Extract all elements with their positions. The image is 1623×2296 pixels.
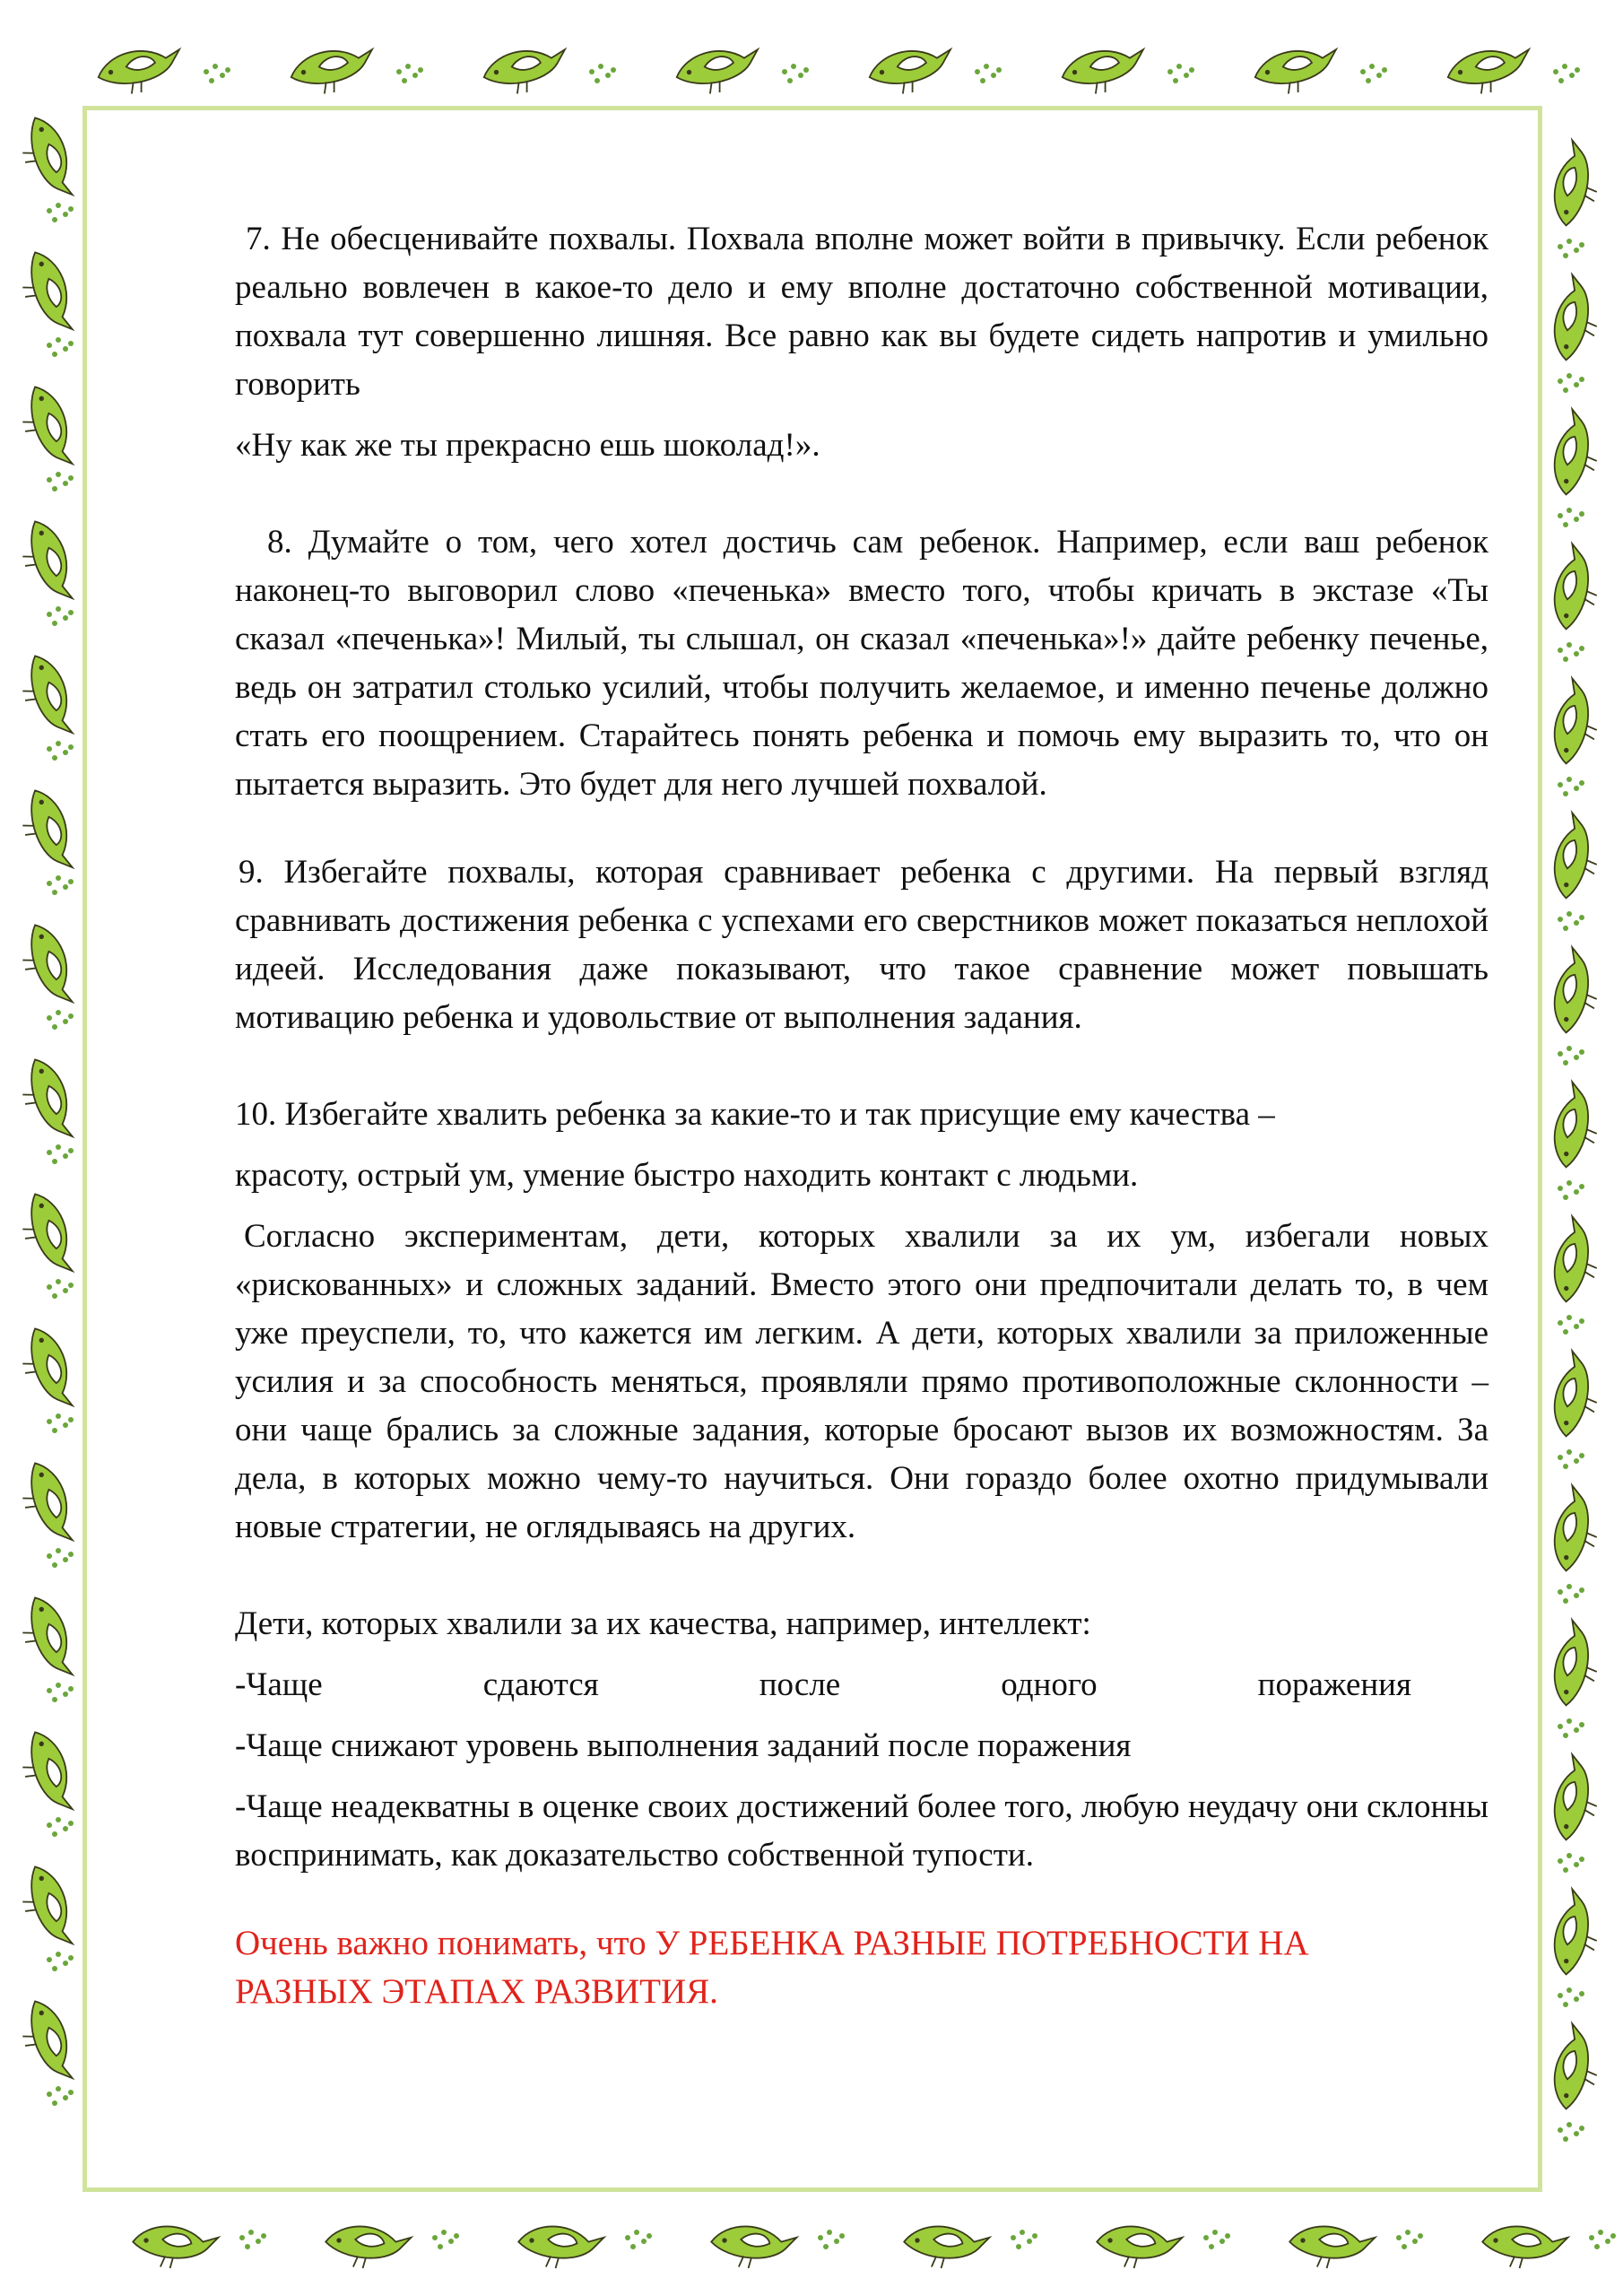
dot-ornament-icon (438, 2244, 443, 2249)
dot-ornament-icon (1563, 2002, 1568, 2007)
dot-ornament-icon (1567, 777, 1572, 782)
dot-ornament-icon (1563, 1733, 1568, 1738)
summary-item-1-word: одного (1001, 1666, 1098, 1703)
bird-ornament-icon (96, 45, 185, 98)
dot-ornament-icon (1574, 517, 1579, 522)
dot-ornament-icon (1574, 1324, 1579, 1329)
dot-ornament-icon (52, 890, 57, 895)
dot-ornament-icon (1579, 1453, 1584, 1458)
bird-ornament-icon (14, 1996, 76, 2088)
dot-ornament-icon (625, 2235, 630, 2240)
dot-ornament-icon (63, 1288, 68, 1293)
dot-ornament-icon (52, 217, 57, 222)
dot-ornament-icon (52, 1697, 57, 1702)
dot-ornament-icon (63, 1961, 68, 1966)
summary-item-1-word: сдаются (482, 1666, 599, 1703)
dot-ornament-icon (56, 203, 61, 208)
bird-ornament-icon (14, 651, 76, 743)
dot-ornament-icon (52, 1293, 57, 1299)
bird-ornament-icon (1253, 45, 1341, 98)
bird-ornament-icon (14, 1324, 76, 1415)
dot-ornament-icon (1579, 1857, 1584, 1862)
dot-ornament-icon (1574, 1996, 1579, 2002)
dot-ornament-icon (47, 2092, 52, 2097)
dot-ornament-icon (47, 1150, 52, 1155)
dot-ornament-icon (47, 746, 52, 752)
dot-ornament-icon (47, 612, 52, 617)
dot-ornament-icon (68, 1955, 74, 1961)
dot-ornament-icon (204, 69, 209, 74)
paragraph-9: 9. Избегайте похвалы, которая сравнивает ребенка с другими. На первый взгляд сравнивать достижения ребенка с успехами его сверстников может показаться неплохой идеей. Исследования даже показывают, что такое сравнение может повышать мотивацию ребенка и удовольствие от выполнения задания. (235, 854, 1488, 1036)
dot-ornament-icon (68, 879, 74, 884)
dot-ornament-icon (647, 2233, 652, 2239)
dot-ornament-icon (56, 741, 61, 746)
dot-ornament-icon (1558, 917, 1563, 922)
dot-ornament-icon (1219, 2239, 1225, 2244)
bird-ornament-icon (1060, 45, 1149, 98)
dot-ornament-icon (68, 1417, 74, 1422)
dot-ornament-icon (56, 2086, 61, 2092)
dot-ornament-icon (1574, 1593, 1579, 1598)
dot-ornament-icon (1558, 1320, 1563, 1326)
dot-ornament-icon (47, 208, 52, 213)
dot-ornament-icon (1402, 2244, 1407, 2249)
dot-ornament-icon (1567, 642, 1572, 648)
summary-item-1-word: после (759, 1666, 841, 1703)
dot-ornament-icon (1567, 373, 1572, 378)
dot-ornament-icon (52, 621, 57, 626)
bird-ornament-icon (289, 45, 378, 98)
dot-ornament-icon (1563, 1867, 1568, 1873)
dot-ornament-icon (52, 352, 57, 357)
dot-ornament-icon (839, 2233, 845, 2239)
summary-intro: Дети, которых хвалили за их качества, например, интеллект: (235, 1605, 1091, 1642)
dot-ornament-icon (1579, 2126, 1584, 2131)
dot-ornament-icon (448, 2239, 454, 2244)
dot-ornament-icon (1579, 242, 1584, 248)
bird-ornament-icon (14, 1727, 76, 1819)
dot-ornament-icon (1184, 73, 1189, 78)
bird-ornament-icon (14, 920, 76, 1012)
bird-ornament-icon (1287, 2222, 1376, 2274)
dot-ornament-icon (1567, 1449, 1572, 1455)
bird-ornament-icon (1546, 1619, 1608, 1710)
dot-ornament-icon (803, 67, 809, 73)
dot-ornament-icon (209, 78, 214, 83)
dot-ornament-icon (432, 2235, 438, 2240)
dot-ornament-icon (1209, 2244, 1214, 2249)
dot-ornament-icon (405, 64, 411, 69)
dot-ornament-icon (589, 69, 595, 74)
bird-ornament-icon (1546, 274, 1608, 365)
dot-ornament-icon (1574, 248, 1579, 253)
dot-ornament-icon (1167, 69, 1173, 74)
document-body (235, 215, 1488, 2016)
bird-ornament-icon (1094, 2222, 1183, 2274)
bird-ornament-icon (14, 1862, 76, 1953)
bird-ornament-icon (1546, 946, 1608, 1038)
dot-ornament-icon (1011, 2235, 1016, 2240)
dot-ornament-icon (1173, 78, 1178, 83)
bird-ornament-icon (1546, 1753, 1608, 1845)
dot-ornament-icon (1574, 382, 1579, 387)
dot-ornament-icon (1579, 780, 1584, 786)
dot-ornament-icon (68, 341, 74, 346)
bird-ornament-icon (1546, 2022, 1608, 2114)
bird-ornament-icon (14, 517, 76, 608)
summary-item-2: -Чаще снижают уровень выполнения заданий после поражения (235, 1727, 1132, 1764)
bird-ornament-icon (867, 45, 956, 98)
dot-ornament-icon (63, 750, 68, 755)
dot-ornament-icon (56, 1683, 61, 1688)
bird-ornament-icon (14, 113, 76, 204)
dot-ornament-icon (1558, 1455, 1563, 1460)
dot-ornament-icon (1020, 2230, 1025, 2235)
dot-ornament-icon (56, 1010, 61, 1015)
dot-ornament-icon (1558, 648, 1563, 653)
dot-ornament-icon (1189, 67, 1194, 73)
dot-ornament-icon (68, 1148, 74, 1153)
dot-ornament-icon (1567, 1987, 1572, 1993)
bird-ornament-icon (323, 2222, 412, 2274)
summary-item-1 (235, 1661, 1488, 1709)
dot-ornament-icon (1558, 782, 1563, 787)
bird-ornament-icon (1546, 1888, 1608, 1979)
dot-ornament-icon (63, 1019, 68, 1024)
dot-ornament-icon (980, 78, 985, 83)
dot-ornament-icon (1579, 511, 1584, 517)
dot-ornament-icon (68, 1821, 74, 1826)
dot-ornament-icon (1203, 2235, 1209, 2240)
important-note-line2: РАЗНЫХ ЭТАПАХ РАЗВИТИЯ. (235, 1972, 718, 2011)
dot-ornament-icon (1563, 657, 1568, 662)
dot-ornament-icon (47, 1822, 52, 1828)
dot-ornament-icon (63, 615, 68, 621)
dot-ornament-icon (1558, 513, 1563, 518)
dot-ornament-icon (47, 1553, 52, 1559)
dot-ornament-icon (1016, 2244, 1021, 2249)
dot-ornament-icon (634, 2230, 639, 2235)
dot-ornament-icon (52, 1562, 57, 1568)
dot-ornament-icon (68, 1686, 74, 1692)
dot-ornament-icon (63, 481, 68, 486)
dot-ornament-icon (823, 2244, 829, 2249)
dot-ornament-icon (1558, 1724, 1563, 1729)
dot-ornament-icon (611, 67, 616, 73)
dot-ornament-icon (1563, 1195, 1568, 1200)
dot-ornament-icon (68, 1013, 74, 1019)
dot-ornament-icon (827, 2230, 832, 2235)
paragraph-10-body: Согласно экспериментам, дети, которых хвалили за их ум, избегали новых «рискованных» и сложных заданий. Вместо этого они предпочитали делать то, в чем уже преуспели, то, что кажется им легким. А дети, которых хвалили за приложенные усилия и за способность меняться, проявляли прямо противоположные склонности – они чаще брались за сложные задания, которые бросают вызов их возможностям. За дела, в которых можно чему-то научиться. Они гораздо более охотно придумывали новые стратегии, не оглядываясь на других. (235, 1218, 1488, 1545)
dot-ornament-icon (1418, 2233, 1423, 2239)
summary-item-1-word: -Чаще (235, 1666, 323, 1703)
dot-ornament-icon (1574, 1458, 1579, 1464)
dot-ornament-icon (1579, 1184, 1584, 1189)
dot-ornament-icon (402, 78, 407, 83)
important-note-line1: Очень важно понимать, что У РЕБЕНКА РАЗНЫЕ ПОТРЕБНОСТИ НА (235, 1924, 1309, 1962)
dot-ornament-icon (1032, 2233, 1037, 2239)
dot-ornament-icon (1558, 1993, 1563, 1998)
dot-ornament-icon (1563, 1329, 1568, 1335)
bird-ornament-icon (708, 2222, 797, 2274)
dot-ornament-icon (798, 73, 803, 78)
dot-ornament-icon (598, 64, 603, 69)
dot-ornament-icon (1225, 2233, 1230, 2239)
dot-ornament-icon (396, 69, 402, 74)
dot-ornament-icon (1412, 2239, 1418, 2244)
dot-ornament-icon (605, 73, 611, 78)
bird-ornament-icon (482, 45, 570, 98)
dot-ornament-icon (63, 1826, 68, 1831)
dot-ornament-icon (213, 64, 218, 69)
dot-ornament-icon (68, 744, 74, 750)
dot-ornament-icon (1567, 239, 1572, 244)
dot-ornament-icon (1579, 1318, 1584, 1324)
dot-ornament-icon (595, 78, 600, 83)
dot-ornament-icon (1558, 1051, 1563, 1057)
dot-ornament-icon (1563, 1598, 1568, 1604)
dot-ornament-icon (1558, 1589, 1563, 1595)
dot-ornament-icon (1405, 2230, 1410, 2235)
dot-ornament-icon (1579, 1991, 1584, 1996)
dot-ornament-icon (256, 2239, 261, 2244)
dot-ornament-icon (52, 1024, 57, 1030)
dot-ornament-icon (1574, 920, 1579, 926)
dot-ornament-icon (63, 1557, 68, 1562)
dot-ornament-icon (996, 67, 1002, 73)
dot-ornament-icon (1558, 1186, 1563, 1191)
dot-ornament-icon (52, 1159, 57, 1164)
dot-ornament-icon (1563, 2136, 1568, 2142)
dot-ornament-icon (1567, 1853, 1572, 1858)
dot-ornament-icon (1579, 646, 1584, 651)
dot-ornament-icon (1558, 378, 1563, 384)
summary-item-1-word: поражения (1257, 1666, 1411, 1703)
paragraph-10-heading-line2: красоту, острый ум, умение быстро находить контакт с людьми. (235, 1157, 1139, 1194)
dot-ornament-icon (47, 881, 52, 886)
dot-ornament-icon (1366, 78, 1371, 83)
dot-ornament-icon (47, 477, 52, 483)
dot-ornament-icon (441, 2230, 447, 2235)
dot-ornament-icon (412, 73, 418, 78)
bird-ornament-icon (1546, 1484, 1608, 1576)
paragraph-7: 7. Не обесценивайте похвалы. Похвала вполне может войти в привычку. Если ребенок реально вовлечен в какое-то дело и ему вполне достаточно собственной мотивации, похвала тут совершенно лишняя. Все равно как вы будете сидеть напротив и умильно говорить (235, 221, 1488, 403)
dot-ornament-icon (1574, 1055, 1579, 1060)
dot-ornament-icon (1574, 786, 1579, 791)
dot-ornament-icon (1563, 1464, 1568, 1469)
bird-ornament-icon (1546, 408, 1608, 500)
dot-ornament-icon (1567, 1046, 1572, 1051)
dot-ornament-icon (56, 1413, 61, 1419)
dot-ornament-icon (984, 64, 989, 69)
dot-ornament-icon (248, 2230, 254, 2235)
dot-ornament-icon (1376, 73, 1382, 78)
dot-ornament-icon (1558, 1858, 1563, 1864)
dot-ornament-icon (245, 2244, 250, 2249)
dot-ornament-icon (1579, 1722, 1584, 1727)
bird-ornament-icon (1546, 812, 1608, 903)
dot-ornament-icon (991, 73, 996, 78)
bird-ornament-icon (1546, 1081, 1608, 1172)
dot-ornament-icon (782, 69, 787, 74)
dot-ornament-icon (47, 1284, 52, 1290)
dot-ornament-icon (56, 1279, 61, 1284)
dot-ornament-icon (68, 2090, 74, 2095)
bird-border-bottom (0, 2188, 1623, 2296)
dot-ornament-icon (56, 606, 61, 612)
dot-ornament-icon (47, 1419, 52, 1424)
dot-ornament-icon (63, 1422, 68, 1428)
dot-ornament-icon (1567, 1584, 1572, 1589)
dot-ornament-icon (63, 1153, 68, 1159)
bird-ornament-icon (1546, 139, 1608, 230)
dot-ornament-icon (56, 337, 61, 343)
dot-ornament-icon (261, 2233, 266, 2239)
dot-ornament-icon (1563, 387, 1568, 393)
dot-ornament-icon (56, 1817, 61, 1822)
dot-ornament-icon (1567, 911, 1572, 917)
dot-ornament-icon (63, 2095, 68, 2100)
bird-ornament-icon (1546, 1350, 1608, 1441)
dot-ornament-icon (68, 1283, 74, 1288)
dot-ornament-icon (1558, 2127, 1563, 2133)
dot-ornament-icon (787, 78, 793, 83)
dot-ornament-icon (52, 1966, 57, 1971)
dot-ornament-icon (1563, 1060, 1568, 1065)
dot-ornament-icon (791, 64, 796, 69)
dot-ornament-icon (1212, 2230, 1218, 2235)
dot-ornament-icon (1574, 2131, 1579, 2136)
dot-ornament-icon (1579, 1049, 1584, 1055)
dot-ornament-icon (418, 67, 423, 73)
dot-ornament-icon (630, 2244, 636, 2249)
dot-ornament-icon (1558, 244, 1563, 249)
dot-ornament-icon (1574, 651, 1579, 657)
dot-ornament-icon (818, 2235, 823, 2240)
bird-ornament-icon (1546, 677, 1608, 769)
dot-ornament-icon (1567, 1718, 1572, 1724)
dot-ornament-icon (220, 73, 225, 78)
dot-ornament-icon (63, 1692, 68, 1697)
dot-ornament-icon (52, 1428, 57, 1433)
dot-ornament-icon (47, 343, 52, 348)
bird-ornament-icon (1546, 543, 1608, 634)
dot-ornament-icon (1563, 926, 1568, 931)
dot-ornament-icon (47, 1015, 52, 1021)
bird-ornament-icon (14, 1593, 76, 1684)
bird-ornament-icon (1546, 1215, 1608, 1307)
bird-ornament-icon (14, 248, 76, 339)
dot-ornament-icon (68, 610, 74, 615)
dot-ornament-icon (1574, 1862, 1579, 1867)
dot-ornament-icon (1176, 64, 1182, 69)
dot-ornament-icon (1579, 377, 1584, 382)
dot-ornament-icon (56, 1144, 61, 1150)
bird-ornament-icon (14, 1189, 76, 1281)
dot-ornament-icon (68, 475, 74, 481)
dot-ornament-icon (1567, 508, 1572, 513)
dot-ornament-icon (1579, 1587, 1584, 1593)
dot-ornament-icon (68, 206, 74, 212)
bird-ornament-icon (516, 2222, 604, 2274)
dot-ornament-icon (68, 1552, 74, 1557)
dot-ornament-icon (56, 875, 61, 881)
bird-ornament-icon (130, 2222, 219, 2274)
bird-ornament-icon (14, 1055, 76, 1146)
dot-ornament-icon (1563, 253, 1568, 258)
bird-ornament-icon (14, 1458, 76, 1550)
dot-ornament-icon (1567, 1180, 1572, 1186)
dot-ornament-icon (52, 755, 57, 761)
dot-ornament-icon (975, 69, 980, 74)
dot-ornament-icon (1369, 64, 1375, 69)
dot-ornament-icon (1574, 1727, 1579, 1733)
dot-ornament-icon (641, 2239, 647, 2244)
bird-ornament-icon (674, 45, 763, 98)
dot-ornament-icon (63, 884, 68, 890)
dot-ornament-icon (52, 2100, 57, 2106)
paragraph-10-heading-line1: 10. Избегайте хвалить ребенка за какие-то и так присущие ему качества – (235, 1096, 1275, 1133)
dot-ornament-icon (1382, 67, 1387, 73)
summary-item-3: -Чаще неадекватны в оценке своих достижений более того, любую неудачу они склонны воспринимать, как доказательство собственной тупости. (235, 1788, 1488, 1874)
dot-ornament-icon (239, 2235, 245, 2240)
dot-ornament-icon (56, 1952, 61, 1957)
bird-ornament-icon (14, 382, 76, 474)
dot-ornament-icon (1579, 915, 1584, 920)
dot-ornament-icon (56, 1548, 61, 1553)
dot-ornament-icon (1567, 1315, 1572, 1320)
paragraph-7-quote: «Ну как же ты прекрасно ешь шоколад!». (235, 427, 820, 464)
dot-ornament-icon (1027, 2239, 1032, 2244)
dot-ornament-icon (1563, 522, 1568, 527)
dot-ornament-icon (63, 346, 68, 352)
dot-ornament-icon (52, 486, 57, 491)
dot-ornament-icon (1574, 1189, 1579, 1195)
dot-ornament-icon (47, 1688, 52, 1693)
bird-ornament-icon (901, 2222, 990, 2274)
dot-ornament-icon (1360, 69, 1366, 74)
dot-ornament-icon (52, 1831, 57, 1837)
dot-ornament-icon (47, 1957, 52, 1962)
bird-ornament-icon (14, 786, 76, 877)
dot-ornament-icon (63, 212, 68, 217)
paragraph-8: 8. Думайте о том, чего хотел достичь сам ребенок. Например, если ваш ребенок наконец-то выговорил слово «печенька» вместо того, чтобы кричать в экстазе «Ты сказал «печенька»! Милый, ты слышал, он сказал «печенька»!» дайте ребенку печенье, ведь он затратил столько усилий, чтобы получить желаемое, и именно печенье должно стать его поощрением. Старайтесь понять ребенка и помочь ему выразить то, что он пытается выразить. Это будет для него лучшей похвалой. (235, 524, 1488, 803)
dot-ornament-icon (834, 2239, 839, 2244)
dot-ornament-icon (1396, 2235, 1402, 2240)
dot-ornament-icon (454, 2233, 459, 2239)
dot-ornament-icon (225, 67, 230, 73)
dot-ornament-icon (1563, 791, 1568, 796)
dot-ornament-icon (56, 472, 61, 477)
dot-ornament-icon (1567, 2122, 1572, 2127)
